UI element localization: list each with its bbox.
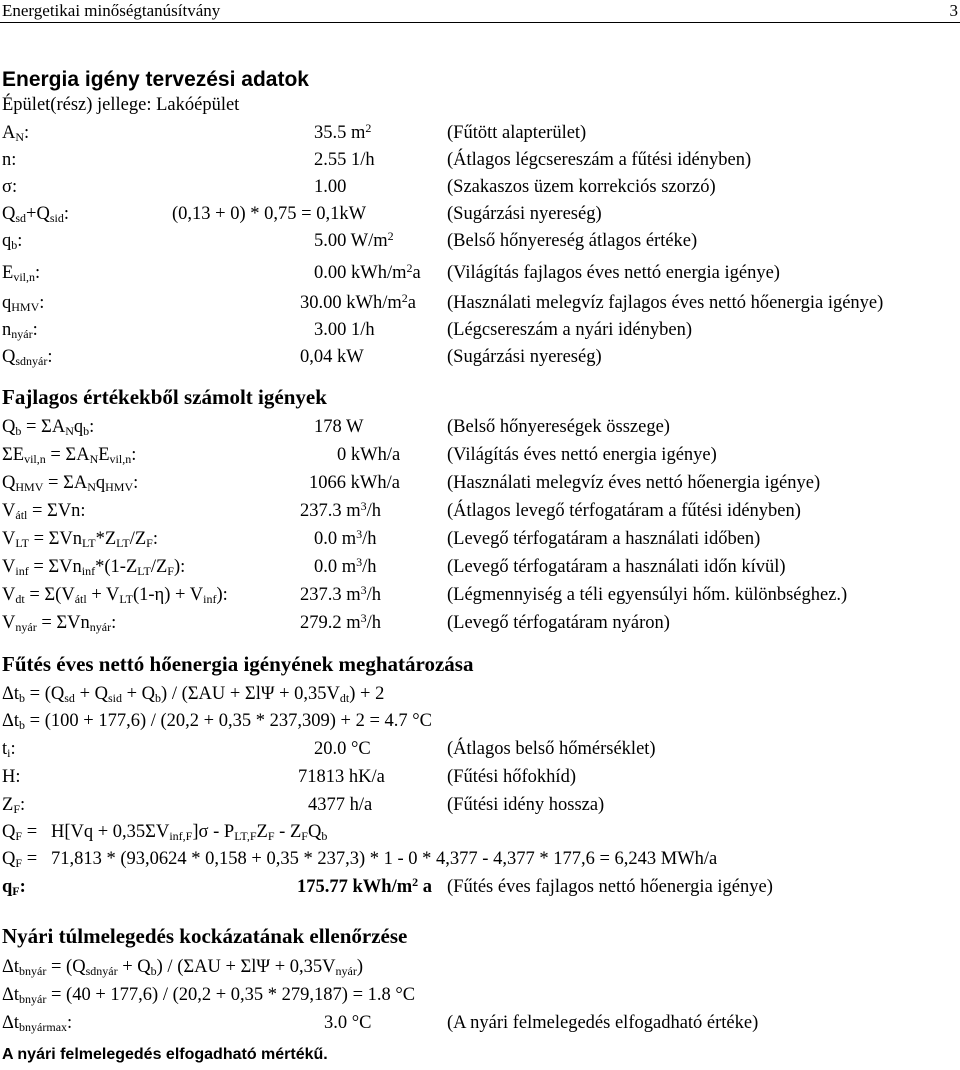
document-title: Energetikai minőségtanúsítvány (2, 1, 221, 20)
row-label: H: (2, 767, 21, 787)
row-description: (Világítás fajlagos éves nettó energia igénye) (447, 263, 780, 283)
section-title-heating-demand: Fűtés éves nettó hőenergia igényének meghatározása (2, 652, 474, 676)
row-value: 175.77 kWh/$m^2$ a (297, 875, 433, 897)
row-value: 0.0 $m^3/h$ (314, 527, 377, 549)
row-description: (Fűtött alapterület) (447, 123, 587, 143)
row-description: (Sugárzási nyereség) (447, 204, 602, 224)
row-label: σ: (2, 177, 18, 197)
row-value: 30.00 kWh/$m^2a$ (300, 291, 416, 313)
formula-qf-calc: $Q_F = 71,813 * (93,0624 * 0,158 + 0,35 * 237,3) * 1 - 0 * 4,377 - 4,377 * 177,6 = 6,243$ MWh/a (2, 849, 718, 870)
row-value: (0,13 + 0) * 0,75 = 0,1kW (172, 204, 367, 224)
row-value: 0.0 $m^3/h$ (314, 555, 377, 577)
row-description: (Világítás éves nettó energia igénye) (447, 445, 717, 465)
row-ti (0, 736, 960, 762)
section-title-specific-demands: Fajlagos értékekből számolt igények (2, 385, 327, 409)
row-an (0, 120, 960, 146)
row-value: 3.00 1/h (314, 320, 375, 340)
row-value: 279.2 $m^3/h$ (300, 611, 382, 633)
row-qsd (0, 201, 960, 227)
row-qb (0, 228, 960, 254)
row-vlt (0, 526, 960, 552)
row-description: (Légcsereszám a nyári idényben) (447, 320, 692, 340)
formula-dtb: $\Delta t_b = (Q_{sd} + Q_{sid} + Q_b) / (\Sigma AU + \Sigma l\Psi + 0,35V_{dt}) + 2$ (2, 684, 385, 705)
row-qsdnyar (0, 344, 960, 370)
row-value: 0 kWh/a (337, 445, 401, 465)
row-value: 71813 hK/a (298, 767, 385, 787)
row-description: (Levegő térfogatáram a használati időn kívül) (447, 557, 786, 577)
row-label: $V_{dt} = \Sigma(V_{átl} + V_{LT}(1-\eta) + V_{inf})$: (2, 585, 228, 606)
row-value: 3.0 °C (324, 1013, 372, 1033)
row-sevil (0, 442, 960, 468)
section-title-overheating: Nyári túlmelegedés kockázatának ellenőrzése (2, 924, 408, 948)
row-n (0, 147, 960, 173)
row-label: $\Delta t_{bnyármax}$: (2, 1013, 73, 1034)
row-vinf (0, 554, 960, 580)
row-description: (Átlagos légcsereszám a fűtési idényben) (447, 150, 752, 170)
row-label: $Q_{sd}+Q_{sid}$: (2, 204, 69, 225)
row-label: $Q_{sdnyár}$: (2, 347, 53, 368)
header-rule (0, 22, 960, 23)
row-label: $E_{vil,n}$: (2, 263, 41, 284)
row-value: 2.55 1/h (314, 150, 375, 170)
row-value: 5.00 $W/m^2$ (314, 229, 394, 251)
page-header (0, 0, 960, 22)
row-description: (Fűtés éves fajlagos nettó hőenergia igénye) (447, 877, 773, 897)
row-label: $n_{nyár}$: (2, 320, 38, 341)
row-value: 20.0 °C (314, 739, 371, 759)
row-value: 178 W (314, 417, 364, 437)
page-number: 3 (949, 1, 958, 20)
formula-dtb-calc: $\Delta t_b = (100 + 177,6) / (20,2 + 0,35 * 237,309) + 2 = 4.7$ °C (2, 711, 432, 732)
row-description: (Légmennyiség a téli egyensúlyi hőm. különbséghez.) (447, 585, 848, 605)
row-value: 1066 kWh/a (309, 473, 400, 493)
building-type-label: Épület(rész) jellege: (2, 95, 152, 115)
row-label: $q_{HMV}$: (2, 293, 45, 314)
row-h (0, 764, 960, 790)
formula-dtbnyar: $\Delta t_{bnyár} = (Q_{sdnyár} + Q_b) / (\Sigma AU + \Sigma l\Psi + 0,35V_{nyár})$ (2, 957, 363, 978)
row-description: (Fűtési idény hossza) (447, 795, 605, 815)
row-value: 4377 h/a (308, 795, 373, 815)
dtb-calculation: = (100 + 177,6) / (20,2 + 0,35 * 237,309) + 2 = 4.7 °C (29, 711, 432, 731)
row-description: (Sugárzási nyereség) (447, 347, 602, 367)
row-description: (Belső hőnyereségek összege) (447, 417, 670, 437)
row-description: (Használati melegvíz éves nettó hőenergia igénye) (447, 473, 821, 493)
row-label: $q_b$: (2, 231, 23, 252)
row-value: 1.00 (314, 177, 347, 197)
row-sigma (0, 174, 960, 200)
row-label: n: (2, 150, 17, 170)
row-value: 35.5 $m^2$ (314, 121, 372, 143)
row-description: (Fűtési hőfokhíd) (447, 767, 576, 787)
row-qhmv-sum (0, 470, 960, 496)
conclusion-text: A nyári felmelegedés elfogadható mértékű. (2, 1046, 328, 1063)
dtbnyar-calculation: = (40 + 177,6) / (20,2 + 0,35 * 279,187) = 1.8 °C (51, 985, 416, 1005)
row-value: 237.3 $m^3/h$ (300, 499, 382, 521)
row-vdt (0, 582, 960, 608)
row-label: $t_i$: (2, 739, 16, 760)
row-label: $A_N$: (2, 123, 30, 144)
building-type-value: Lakóépület (156, 95, 240, 115)
row-evil (0, 260, 960, 286)
row-nnyar (0, 317, 960, 343)
row-value: 0,04 kW (300, 347, 364, 367)
row-vnyar (0, 610, 960, 636)
formula-qf: $Q_F = H[Vq + 0,35\Sigma V_{inf,F}]\sigma - P_{LT,F}Z_F - Z_FQ_b$ (2, 822, 328, 843)
row-description: (Levegő térfogatáram a használati időben) (447, 529, 761, 549)
row-label: $V_{átl} = \Sigma Vn$: (2, 501, 86, 522)
row-label: $Q_{HMV} = \Sigma A_Nq_{HMV}$: (2, 473, 139, 494)
row-description: (Átlagos belső hőmérséklet) (447, 739, 656, 759)
building-type-line (2, 93, 239, 117)
row-label: $\Sigma E_{vil,n} = \Sigma A_NE_{vil,n}$: (2, 445, 137, 466)
row-description: (A nyári felmelegedés elfogadható értéke) (447, 1013, 759, 1033)
row-label: $V_{LT} = \Sigma Vn_{LT}*Z_{LT}/Z_F$: (2, 529, 158, 550)
row-description: (Belső hőnyereség átlagos értéke) (447, 231, 698, 251)
row-label: $q_F$: (2, 877, 26, 898)
row-description: (Használati melegvíz fajlagos éves nettó hőenergia igénye) (447, 293, 884, 313)
row-zf (0, 792, 960, 818)
row-value: 237.3 $m^3/h$ (300, 583, 382, 605)
row-qhmv (0, 290, 960, 316)
row-description: (Levegő térfogatáram nyáron) (447, 613, 670, 633)
row-description: (Átlagos levegő térfogatáram a fűtési idényben) (447, 501, 801, 521)
row-label: $V_{nyár} = \Sigma Vn_{nyár}$: (2, 613, 117, 634)
formula-dtbnyar-calc: $\Delta t_{bnyár} = (40 + 177,6) / (20,2 + 0,35 * 279,187) = 1.8$ °C (2, 985, 416, 1006)
qf-calculation: 71,813 * (93,0624 * 0,158 + 0,35 * 237,3) * 1 - 0 * 4,377 - 4,377 * 177,6 = 6,243 MWh/a (51, 849, 718, 869)
row-qb-sum (0, 414, 960, 440)
row-vatl (0, 498, 960, 524)
row-label: $Q_b = \Sigma A_Nq_b$: (2, 417, 95, 438)
row-dtbnyarmax (0, 1010, 960, 1036)
row-qf-specific (0, 874, 960, 900)
row-description: (Szakaszos üzem korrekciós szorzó) (447, 177, 716, 197)
row-label: $Z_F$: (2, 795, 26, 816)
row-value: 0.00 kWh/$m^2a$ (314, 261, 421, 283)
row-label: $V_{inf} = \Sigma Vn_{inf}*(1-Z_{LT}/Z_F)$: (2, 557, 186, 578)
section-title-energy-demand: Energia igény tervezési adatok (2, 68, 309, 91)
